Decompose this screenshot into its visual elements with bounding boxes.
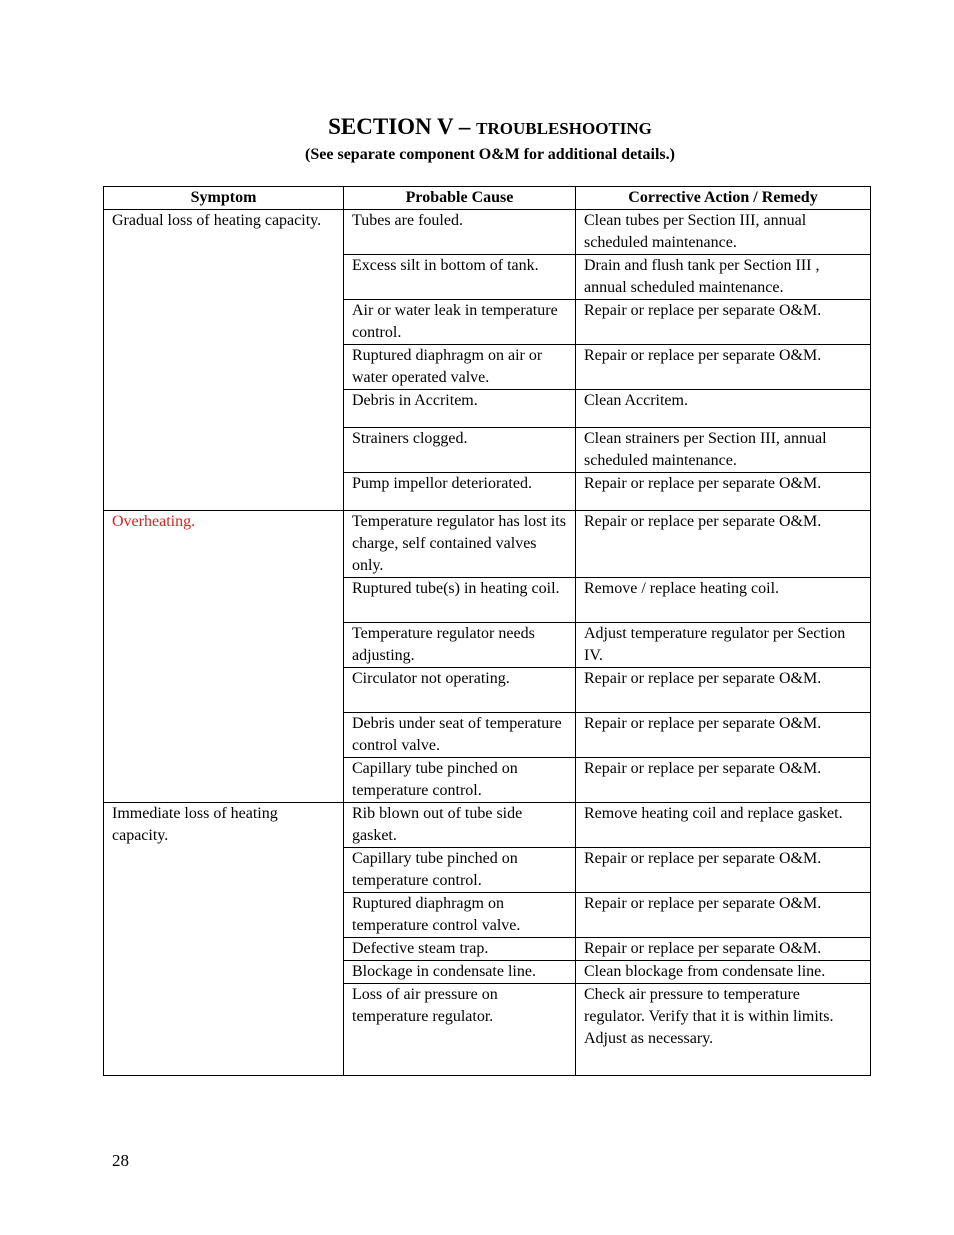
table-row	[104, 803, 871, 848]
cause-cell: Strainers clogged.	[344, 428, 576, 473]
section-topic: TROUBLESHOOTING	[476, 119, 652, 138]
remedy-cell: Repair or replace per separate O&M.	[576, 300, 871, 345]
cause-cell: Circulator not operating.	[344, 668, 576, 713]
remedy-cell: Clean Accritem.	[576, 390, 871, 428]
section-heading	[0, 112, 954, 166]
symptom-cell: Gradual loss of heating capacity.	[104, 210, 344, 511]
troubleshooting-table	[103, 186, 871, 1076]
table-row	[104, 210, 871, 255]
remedy-cell: Repair or replace per separate O&M.	[576, 758, 871, 803]
remedy-cell: Repair or replace per separate O&M.	[576, 713, 871, 758]
remedy-cell: Repair or replace per separate O&M.	[576, 893, 871, 938]
symptom-cell: Overheating.	[104, 511, 344, 803]
cause-cell: Pump impellor deteriorated.	[344, 473, 576, 511]
remedy-cell: Repair or replace per separate O&M.	[576, 345, 871, 390]
cause-cell: Defective steam trap.	[344, 938, 576, 961]
remedy-cell: Clean blockage from condensate line.	[576, 961, 871, 984]
remedy-cell: Adjust temperature regulator per Section IV.	[576, 623, 871, 668]
section-label: SECTION V	[328, 114, 454, 139]
header-probable-cause: Probable Cause	[344, 187, 576, 210]
page-subtitle: (See separate component O&M for additional details.)	[305, 146, 675, 163]
header-corrective-action: Corrective Action / Remedy	[576, 187, 871, 210]
remedy-cell: Repair or replace per separate O&M.	[576, 511, 871, 578]
title-dash: –	[453, 114, 477, 139]
remedy-cell: Remove heating coil and replace gasket.	[576, 803, 871, 848]
cause-cell: Ruptured diaphragm on temperature control valve.	[344, 893, 576, 938]
symptom-cell: Immediate loss of heating capacity.	[104, 803, 344, 1076]
remedy-cell: Clean strainers per Section III, annual scheduled maintenance.	[576, 428, 871, 473]
cause-cell: Temperature regulator has lost its charge, self contained valves only.	[344, 511, 576, 578]
remedy-cell: Repair or replace per separate O&M.	[576, 473, 871, 511]
cause-cell: Debris under seat of temperature control valve.	[344, 713, 576, 758]
cause-cell: Ruptured diaphragm on air or water operated valve.	[344, 345, 576, 390]
remedy-cell: Repair or replace per separate O&M.	[576, 848, 871, 893]
cause-cell: Loss of air pressure on temperature regulator.	[344, 984, 576, 1076]
remedy-cell: Repair or replace per separate O&M.	[576, 668, 871, 713]
cause-cell: Excess silt in bottom of tank.	[344, 255, 576, 300]
remedy-cell: Drain and flush tank per Section III , annual scheduled maintenance.	[576, 255, 871, 300]
remedy-cell: Remove / replace heating coil.	[576, 578, 871, 623]
cause-cell: Capillary tube pinched on temperature control.	[344, 758, 576, 803]
cause-cell: Rib blown out of tube side gasket.	[344, 803, 576, 848]
cause-cell: Temperature regulator needs adjusting.	[344, 623, 576, 668]
cause-cell: Tubes are fouled.	[344, 210, 576, 255]
remedy-cell: Check air pressure to temperature regulator. Verify that it is within limits. Adjust as necessary.	[576, 984, 871, 1076]
cause-cell: Air or water leak in temperature control.	[344, 300, 576, 345]
table-header-row	[104, 187, 871, 210]
cause-cell: Capillary tube pinched on temperature control.	[344, 848, 576, 893]
remedy-cell: Repair or replace per separate O&M.	[576, 938, 871, 961]
page-number: 28	[112, 1151, 129, 1170]
cause-cell: Debris in Accritem.	[344, 390, 576, 428]
remedy-cell: Clean tubes per Section III, annual scheduled maintenance.	[576, 210, 871, 255]
cause-cell: Ruptured tube(s) in heating coil.	[344, 578, 576, 623]
table-row	[104, 511, 871, 578]
page-title	[0, 112, 954, 144]
cause-cell: Blockage in condensate line.	[344, 961, 576, 984]
header-symptom: Symptom	[104, 187, 344, 210]
